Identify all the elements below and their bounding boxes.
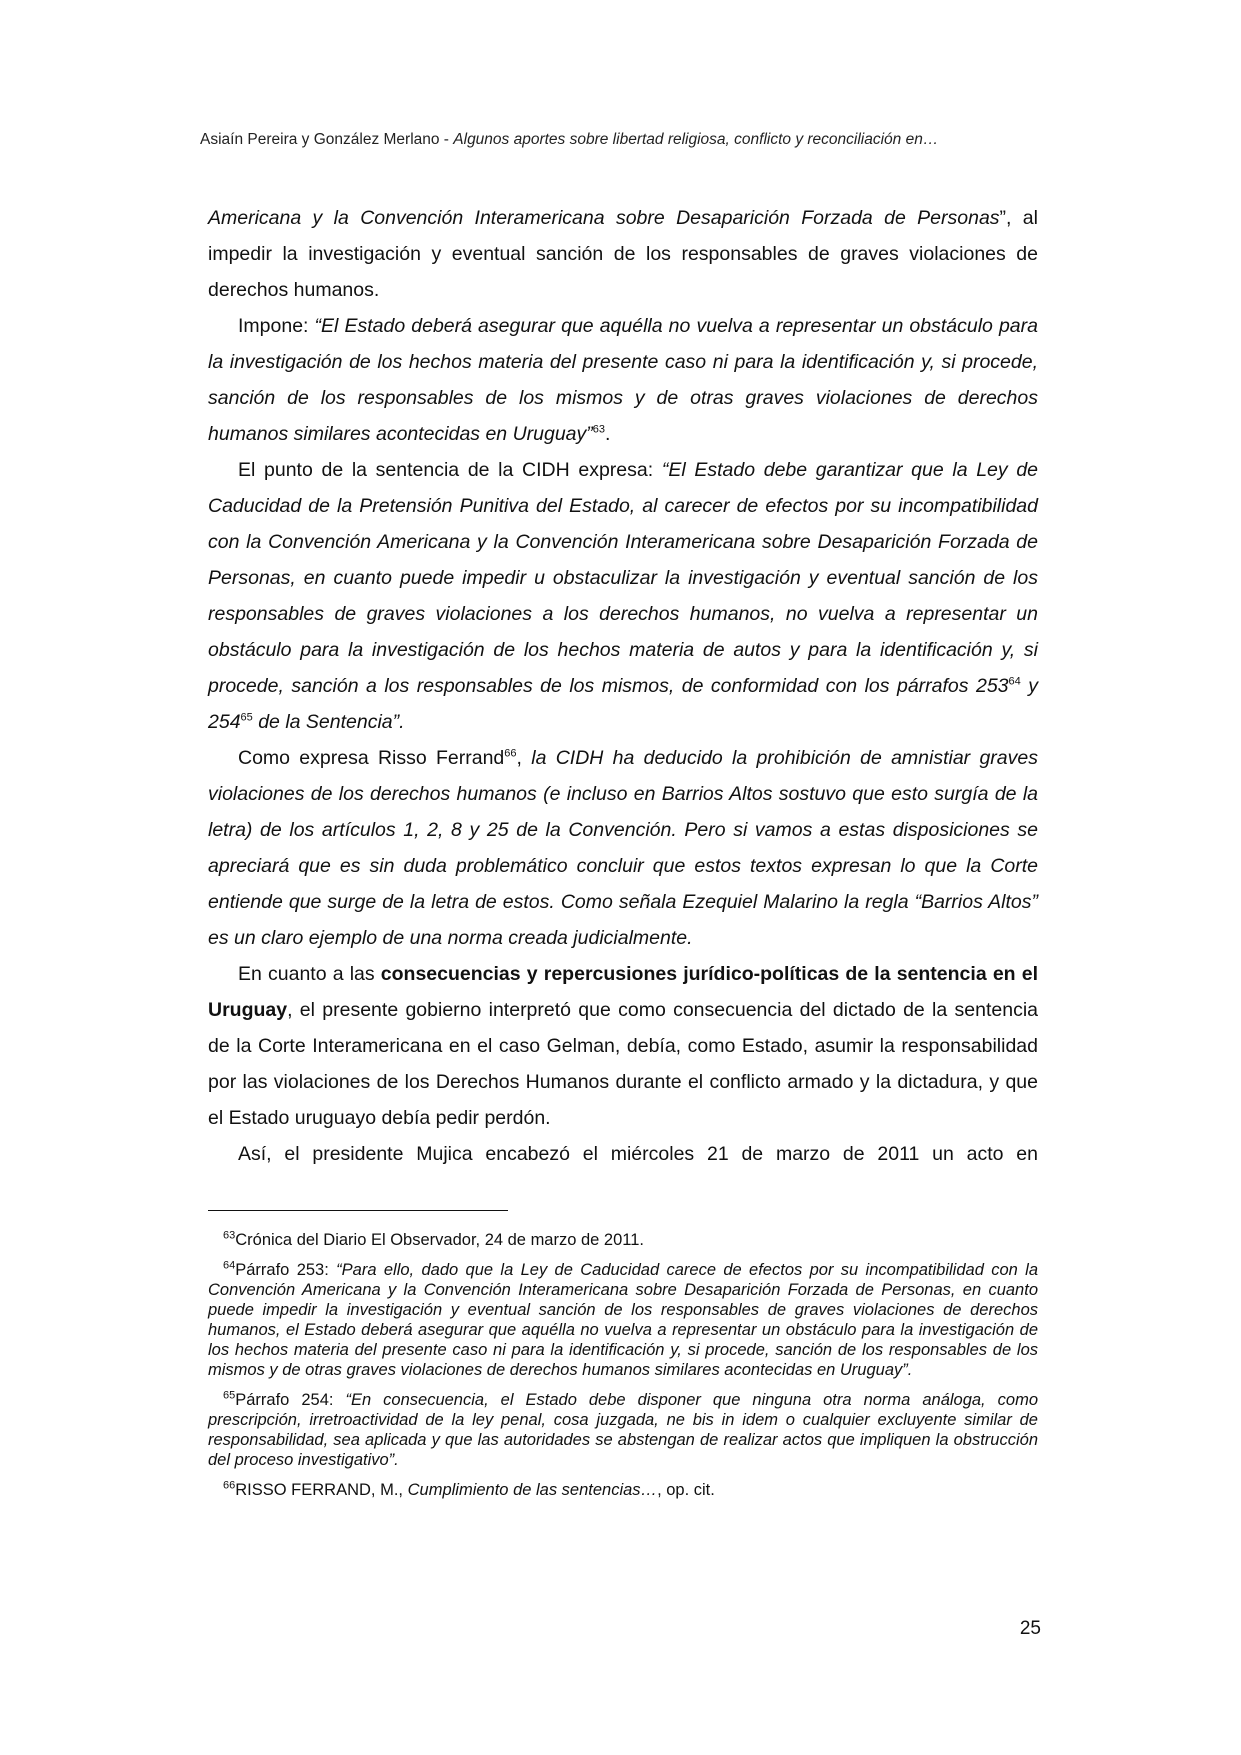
footnote-number: 65 [223,1389,236,1402]
footnote-64-quote: “Para ello, dado que la Ley de Caducidad carece de efectos por su incompatibilidad con la Convención Americana y la Convención Interamericana sobre Desaparición Forzada de Personas, en cuanto puede impedir la investigación y eventual sanción de los responsables de graves violaciones de derechos humanos, el Estado deberá asegurar que aquélla no vuelva a representar un obstáculo para la investigación de los hechos materia del presente caso ni para la identificación y, si procede, sanción de los responsables de los mismos y de otras graves violaciones de derechos humanos similares acontecidas en Uruguay”. [208,1261,1039,1379]
paragraph-3 [208,452,1038,740]
paragraph-6-text: Así, el presidente Mujica encabezó el miércoles 21 de marzo de 2011 un acto en [238,1143,1038,1165]
paragraph-3-quote: “El Estado debe garantizar que la Ley de Caducidad de la Pretensión Punitiva del Estado, al carecer de efectos por su incompatibilidad con la Convención Americana y la Convención Interamericana sobre Desaparición Forzada de Personas, en cuanto puede impedir u obstaculizar la investigación y eventual sanción de los responsables de graves violaciones a los derechos humanos, no vuelva a representar un obstáculo para la investigación de los hechos materia de autos y para la identificación y, si procede, sanción a los responsables de los mismos, de conformidad con los párrafos 253 [208,459,1039,697]
footnote-ref-63[interactable]: 63 [592,423,606,436]
paragraph-1-tail: ”, al impedir la investigación y eventual sanción de los responsables de graves violaciones de derechos humanos. [208,207,1038,301]
paragraph-1 [208,200,1038,308]
paragraph-5 [208,956,1038,1136]
footnote-64 [208,1260,1038,1380]
paragraph-4 [208,740,1038,956]
footnote-ref-65[interactable]: 65 [240,711,253,724]
header-title: Algunos aportes sobre libertad religiosa, conflicto y reconciliación en… [453,131,939,148]
paragraph-5-lead: En cuanto a las [238,963,381,985]
running-header [200,131,1040,149]
footnote-divider [208,1210,508,1211]
footnote-65-quote: “En consecuencia, el Estado debe disponer que ninguna otra norma análoga, como prescripción, irretroactividad de la ley penal, cosa juzgada, ne bis in idem o cualquier excluyente similar de responsabilidad, sea aplicada y que las autoridades se abstengan de realizar actos que impliquen la obstrucción del proceso investigativo”. [208,1391,1038,1469]
paragraph-6 [208,1136,1038,1172]
footnotes [208,1230,1038,1510]
page-number: 25 [1019,1618,1041,1639]
footnote-66-tail: , op. cit. [657,1481,715,1499]
paragraph-4-comma: , [516,747,532,769]
footnote-ref-64[interactable]: 64 [1008,675,1021,688]
footnote-number: 66 [223,1479,236,1492]
footnote-65-lead: Párrafo 254: [235,1391,346,1409]
paragraph-2-lead: Impone: [238,315,315,337]
footnote-63 [208,1230,1038,1250]
paragraph-3-mid: y 254 [208,675,1038,733]
footnote-ref-66[interactable]: 66 [504,747,517,760]
footnote-66-lead: RISSO FERRAND, M., [235,1481,408,1499]
footnote-63-text: Crónica del Diario El Observador, 24 de marzo de 2011. [235,1231,644,1249]
paragraph-5-tail: , el presente gobierno interpretó que como consecuencia del dictado de la sentencia de la Corte Interamericana en el caso Gelman, debía, como Estado, asumir la responsabilidad por las violaciones de los Derechos Humanos durante el conflicto armado y la dictadura, y que el Estado uruguayo debía pedir perdón. [208,999,1038,1129]
paragraph-4-lead: Como expresa Risso Ferrand [238,747,505,769]
footnote-65 [208,1390,1038,1470]
paragraph-4-italic: la CIDH ha deducido la prohibición de amnistiar graves violaciones de los derechos humanos (e incluso en Barrios Altos sostuvo que esto surgía de la letra) de los artículos 1, 2, 8 y 25 de la Convención. Pero si vamos a estas disposiciones se apreciará que es sin duda problemático concluir que estos textos expresan lo que la Corte entiende que surge de la letra de estos. Como señala Ezequiel Malarino la regla “Barrios Altos” es un claro ejemplo de una norma creada judicialmente. [208,747,1038,949]
paragraph-2-quote: “El Estado deberá asegurar que aquélla no vuelva a representar un obstáculo para la investigación de los hechos materia del presente caso ni para la identificación y, si procede, sanción de los responsables de los mismos y de otras graves violaciones de derechos humanos similares acontecidas en Uruguay” [208,315,1038,445]
paragraph-2-end: . [605,423,611,445]
footnote-number: 63 [223,1229,236,1242]
main-text [208,200,1038,1172]
header-authors: Asiaín Pereira y González Merlano - [200,131,454,148]
paragraph-1-italic: Americana y la Convención Interamericana sobre Desaparición Forzada de Personas [208,207,1000,229]
footnote-64-lead: Párrafo 253: [235,1261,337,1279]
paragraph-3-lead: El punto de la sentencia de la CIDH expresa: [238,459,662,481]
footnote-number: 64 [223,1259,236,1272]
paragraph-3-end: de la Sentencia”. [252,711,405,733]
paragraph-2 [208,308,1038,452]
footnote-66 [208,1480,1038,1500]
paragraph-5-bold: consecuencias y repercusiones jurídico-políticas de la sentencia en el Uruguay [208,963,1038,1021]
footnote-66-italic: Cumplimiento de las sentencias… [407,1481,658,1499]
